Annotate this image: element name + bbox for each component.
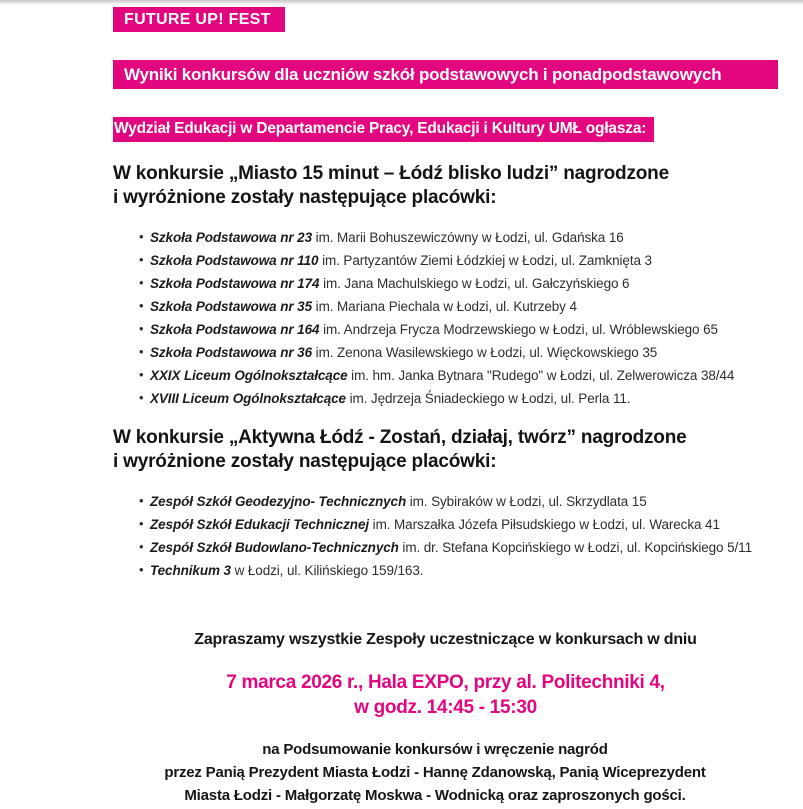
- list-item: [113, 322, 778, 338]
- school-details: im. Zenona Wasilewskiego w Łodzi, ul. Więckowskiego 35: [312, 345, 658, 360]
- school-name: Zespół Szkół Edukacji Technicznej: [150, 517, 370, 532]
- closing-line1: na Podsumowanie konkursów i wręczenie nagród: [262, 741, 608, 758]
- school-details: im. Marii Bohuszewiczówny w Łodzi, ul. Gdańska 16: [312, 230, 624, 245]
- results-banner: Wyniki konkursów dla uczniów szkół podstawowych i ponadpodstawowych: [113, 60, 778, 89]
- fest-badge: FUTURE UP! FEST: [113, 7, 285, 32]
- list-item: [113, 253, 778, 269]
- event-date-line1: 7 marca 2026 r., Hala EXPO, przy al. Politechniki 4,: [226, 672, 665, 693]
- list-item: [113, 368, 778, 384]
- invitation-intro: Zapraszamy wszystkie Zespoły uczestniczące w konkursach w dniu: [194, 631, 697, 648]
- event-date: [113, 670, 778, 720]
- event-date-line2: w godz. 14:45 - 15:30: [354, 697, 537, 718]
- contest2-heading-line2: i wyróżnione zostały następujące placówki:: [113, 451, 497, 472]
- list-item: [113, 391, 778, 407]
- contest2-heading-line1: W konkursie „Aktywna Łódź - Zostań, działaj, twórz” nagrodzone: [113, 427, 687, 448]
- school-details: im. Partyzantów Ziemi Łódzkiej w Łodzi, ul. Zamknięta 3: [318, 253, 652, 268]
- school-details: im. Mariana Piechala w Łodzi, ul. Kutrzeby 4: [312, 299, 577, 314]
- school-details: im. Andrzeja Frycza Modrzewskiego w Łodzi, ul. Wróblewskiego 65: [319, 322, 718, 337]
- school-details: im. Jana Machulskiego w Łodzi, ul. Gałczyńskiego 6: [319, 276, 630, 291]
- school-details: w Łodzi, ul. Kilińskiego 159/163.: [230, 563, 424, 578]
- school-details: im. dr. Stefana Kopcińskiego w Łodzi, ul. Kopcińskiego 5/11: [398, 540, 752, 555]
- school-name: Szkoła Podstawowa nr 35: [150, 299, 313, 314]
- list-item: [113, 345, 778, 361]
- department-banner: Wydział Edukacji w Departamencie Pracy, Edukacji i Kultury UMŁ ogłasza:: [113, 117, 654, 142]
- list-item: [113, 276, 778, 292]
- list-item: [113, 230, 778, 246]
- closing-line3: Miasta Łodzi - Małgorzatę Moskwa - Wodnicką oraz zaproszonych gości.: [184, 787, 686, 804]
- contest2-heading: [113, 426, 778, 474]
- school-name: Szkoła Podstawowa nr 110: [150, 253, 319, 268]
- list-item: [113, 494, 778, 510]
- announcement-page: [113, 7, 778, 807]
- school-name: Szkoła Podstawowa nr 23: [150, 230, 313, 245]
- school-name: Technikum 3: [150, 563, 231, 578]
- contest1-heading-line2: i wyróżnione zostały następujące placówki:: [113, 187, 497, 208]
- contest1-winners-list: [113, 230, 778, 407]
- school-details: im. hm. Janka Bytnara "Rudego" w Łodzi, ul. Zelwerowicza 38/44: [347, 368, 735, 383]
- contest1-heading: [113, 162, 778, 210]
- school-name: Zespół Szkół Geodezyjno- Technicznych: [150, 494, 407, 509]
- contest1-heading-line1: W konkursie „Miasto 15 minut – Łódź blisko ludzi” nagrodzone: [113, 163, 669, 184]
- school-name: XVIII Liceum Ogólnokształcące: [150, 391, 346, 406]
- school-details: im. Jędrzeja Śniadeckiego w Łodzi, ul. Perla 11.: [345, 391, 631, 406]
- list-item: [113, 540, 778, 556]
- closing-text: [85, 738, 785, 807]
- top-page-shadow: [0, 0, 803, 5]
- contest2-winners-list: [113, 494, 778, 579]
- school-name: Szkoła Podstawowa nr 174: [150, 276, 320, 291]
- school-name: Szkoła Podstawowa nr 164: [150, 322, 320, 337]
- school-details: im. Sybiraków w Łodzi, ul. Skrzydlata 15: [406, 494, 647, 509]
- school-name: Zespół Szkół Budowlano-Technicznych: [150, 540, 399, 555]
- list-item: [113, 517, 778, 533]
- school-name: Szkoła Podstawowa nr 36: [150, 345, 313, 360]
- school-name: XXIX Liceum Ogólnokształcące: [150, 368, 348, 383]
- school-details: im. Marszałka Józefa Piłsudskiego w Łodzi, ul. Warecka 41: [369, 517, 720, 532]
- list-item: [113, 299, 778, 315]
- list-item: [113, 563, 778, 579]
- closing-line2: przez Panią Prezydent Miasta Łodzi - Hannę Zdanowską, Panią Wiceprezydent: [164, 764, 706, 781]
